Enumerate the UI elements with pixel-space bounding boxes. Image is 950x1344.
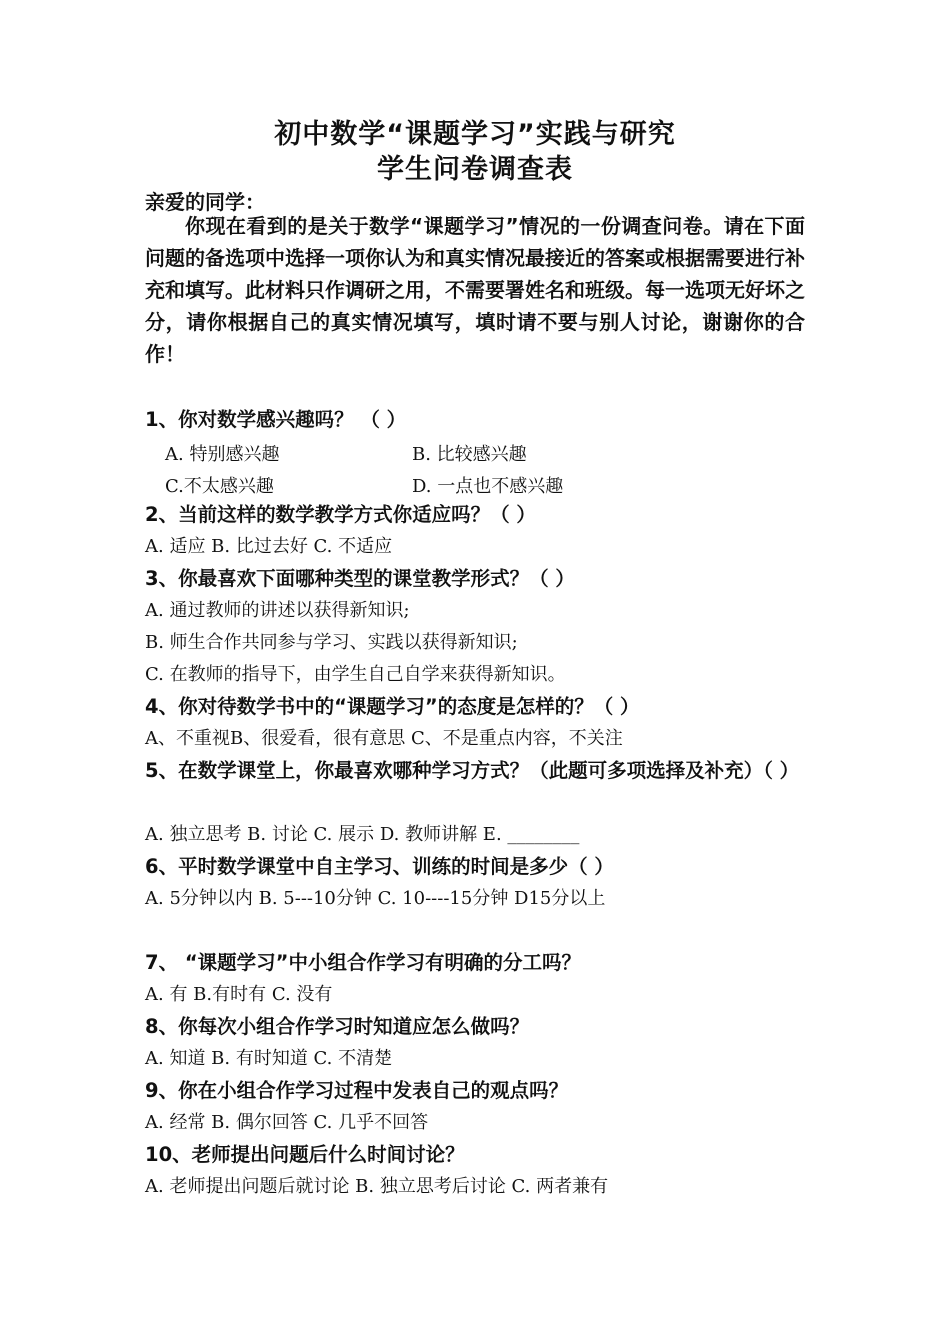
question-6: 6、平时数学课堂中自主学习、训练的时间是多少（ ） — [145, 855, 614, 878]
question-9-options: A. 经常 B. 偶尔回答 C. 几乎不回答 — [145, 1112, 429, 1133]
question-1: 1、你对数学感兴趣吗？ （ ） — [145, 408, 407, 431]
question-9: 9、你在小组合作学习过程中发表自己的观点吗？ — [145, 1079, 569, 1102]
question-1-option-a: A. 特别感兴趣 — [165, 444, 280, 465]
question-4: 4、你对待数学书中的“课题学习”的态度是怎样的？（ ） — [145, 695, 640, 718]
question-10-options: A. 老师提出问题后就讨论 B. 独立思考后讨论 C. 两者兼有 — [145, 1176, 609, 1197]
question-7: 7、 “课题学习”中小组合作学习有明确的分工吗？ — [145, 951, 581, 974]
question-1-option-d: D. 一点也不感兴趣 — [412, 476, 564, 497]
page-title: 初中数学“课题学习”实践与研究 — [274, 119, 676, 150]
question-8: 8、你每次小组合作学习时知道应怎么做吗？ — [145, 1015, 530, 1038]
intro-paragraph: 你现在看到的是关于数学“课题学习”情况的一份调查问卷。请在下面问题的备选项中选择一项你认为和真实情况最接近的答案或根据需要进行补充和填写。此材料只作调研之用，不需要署姓名和班级。每一选项无好坏之分，请你根据自己的真实情况填写，填时请不要与别人讨论，谢谢你的合作！ — [145, 214, 805, 366]
question-10: 10、老师提出问题后什么时间讨论？ — [145, 1143, 465, 1166]
question-2-options: A. 适应 B. 比过去好 C. 不适应 — [145, 536, 393, 557]
question-5: 5、在数学课堂上，你最喜欢哪种学习方式？（此题可多项选择及补充）（ ） — [145, 759, 800, 782]
page-subtitle: 学生问卷调查表 — [377, 154, 573, 185]
question-1-option-b: B. 比较感兴趣 — [412, 444, 527, 465]
question-8-options: A. 知道 B. 有时知道 C. 不清楚 — [145, 1048, 393, 1069]
question-6-options: A. 5分钟以内 B. 5---10分钟 C. 10----15分钟 D15分以上 — [145, 888, 606, 909]
question-7-options: A. 有 B.有时有 C. 没有 — [145, 984, 333, 1005]
question-5-options: A. 独立思考 B. 讨论 C. 展示 D. 教师讲解 E. ________ — [145, 824, 580, 845]
question-1-option-c: C.不太感兴趣 — [165, 476, 274, 497]
greeting: 亲爱的同学： — [145, 190, 265, 214]
question-2: 2、当前这样的数学教学方式你适应吗？（ ） — [145, 503, 536, 526]
question-3-option-c: C. 在教师的指导下，由学生自己自学来获得新知识。 — [145, 664, 566, 685]
question-3: 3、你最喜欢下面哪种类型的课堂教学形式？（ ） — [145, 567, 575, 590]
question-4-options: A、不重视B、很爱看，很有意思 C、不是重点内容，不关注 — [145, 728, 623, 749]
question-3-option-a: A. 通过教师的讲述以获得新知识; — [145, 600, 410, 621]
question-3-option-b: B. 师生合作共同参与学习、实践以获得新知识; — [145, 632, 518, 653]
